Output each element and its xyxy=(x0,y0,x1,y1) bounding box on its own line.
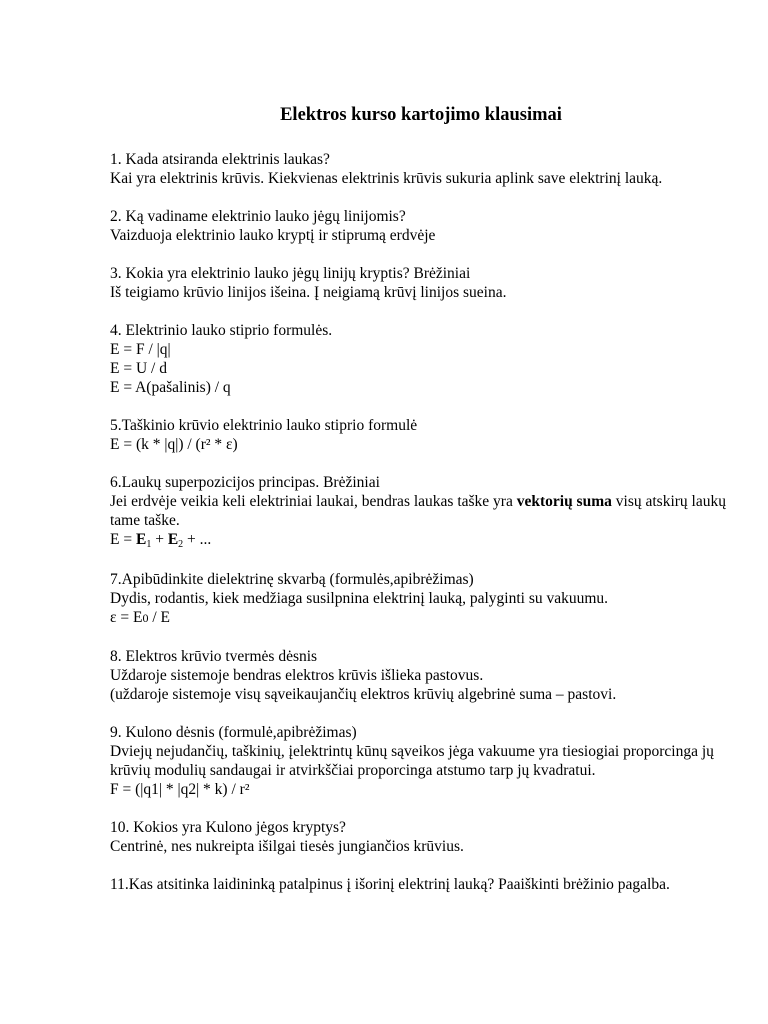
question-5 xyxy=(110,416,730,454)
formula-line xyxy=(110,608,730,628)
formula-line: E = A(pašalinis) / q xyxy=(110,379,231,396)
question-3 xyxy=(110,264,730,302)
answer-text: Iš teigiamo krūvio linijos išeina. Į neigiamą krūvį linijos sueina. xyxy=(110,284,507,301)
question-2 xyxy=(110,207,730,245)
question-1 xyxy=(110,150,730,188)
question-text: 8. Elektros krūvio tvermės dėsnis xyxy=(110,648,318,665)
question-text: 3. Kokia yra elektrinio lauko jėgų linijų kryptis? Brėžiniai xyxy=(110,265,471,282)
answer-text: Uždaroje sistemoje bendras elektros krūvis išlieka pastovus. xyxy=(110,667,484,684)
question-6 xyxy=(110,473,730,551)
answer-text: Vaizduoja elektrinio lauko kryptį ir stiprumą erdvėje xyxy=(110,227,436,244)
formula-line: E = U / d xyxy=(110,360,167,377)
formula-lhs: ε = E xyxy=(110,609,143,626)
formula-operator: + xyxy=(151,531,168,548)
question-text: 6.Laukų superpozicijos principas. Brėžiniai xyxy=(110,474,380,491)
vector-symbol: E xyxy=(167,531,179,548)
subscript: 2 xyxy=(178,539,184,550)
answer-text xyxy=(110,492,730,530)
question-9 xyxy=(110,723,730,799)
question-text: 11.Kas atsitinka laidininką patalpinus į išorinį elektrinį lauką? Paaiškinti brėžinio pagalba. xyxy=(110,876,670,893)
formula-tail: + ... xyxy=(183,531,212,548)
question-text: 2. Ką vadiname elektrinio lauko jėgų linijomis? xyxy=(110,208,406,225)
question-text: 9. Kulono dėsnis (formulė,apibrėžimas) xyxy=(110,724,357,741)
answer-text-end: visų atskirų laukų tame taške. xyxy=(110,493,726,529)
page-title: Elektros kurso kartojimo klausimai xyxy=(280,105,562,125)
question-10 xyxy=(110,818,730,856)
question-text: 7.Apibūdinkite dielektrinę skvarbą (formulės,apibrėžimas) xyxy=(110,571,474,588)
question-text: 4. Elektrinio lauko stiprio formulės. xyxy=(110,322,333,339)
subscript: 1 xyxy=(146,539,152,550)
answer-text: Dydis, rodantis, kiek medžiaga susilpnina elektrinį lauką, palyginti su vakuumu. xyxy=(110,590,609,607)
formula-line: E = (k * |q|) / (r² * ε) xyxy=(110,436,238,453)
answer-text: Centrinė, nes nukreipta išilgai tiesės jungiančios krūvius. xyxy=(110,838,464,855)
formula-line xyxy=(110,530,730,551)
formula-tail: / E xyxy=(148,609,170,626)
formula-lhs: E = xyxy=(110,531,136,548)
question-list xyxy=(110,150,730,913)
answer-text: Kai yra elektrinis krūvis. Kiekvienas elektrinis krūvis sukuria aplink save elektrinį lauką. xyxy=(110,170,663,187)
question-8 xyxy=(110,647,730,704)
answer-text: Dviejų nejudančių, taškinių, įelektrintų kūnų sąveikos jėga vakuume yra tiesiogiai proporcinga jų krūvių modulių sandaugai ir atvirkščiai proporcinga atstumo tarp jų kvadratui. xyxy=(110,743,714,779)
answer-emphasis: vektorių suma xyxy=(516,493,612,510)
answer-text-start: Jei erdvėje veikia keli elektriniai laukai, bendras laukas taške yra xyxy=(110,493,517,510)
question-text: 10. Kokios yra Kulono jėgos kryptys? xyxy=(110,819,346,836)
formula-line: E = F / |q| xyxy=(110,341,171,358)
answer-text: (uždaroje sistemoje visų sąveikaujančių elektros krūvių algebrinė suma – pastovi. xyxy=(110,686,617,703)
question-text: 1. Kada atsiranda elektrinis laukas? xyxy=(110,151,330,168)
question-text: 5.Taškinio krūvio elektrinio lauko stiprio formulė xyxy=(110,417,418,434)
question-4 xyxy=(110,321,730,397)
question-11 xyxy=(110,875,730,894)
formula-line: F = (|q1| * |q2| * k) / r² xyxy=(110,781,250,798)
subscript: 0 xyxy=(142,611,149,625)
vector-symbol: E xyxy=(135,531,147,548)
question-7 xyxy=(110,570,730,628)
